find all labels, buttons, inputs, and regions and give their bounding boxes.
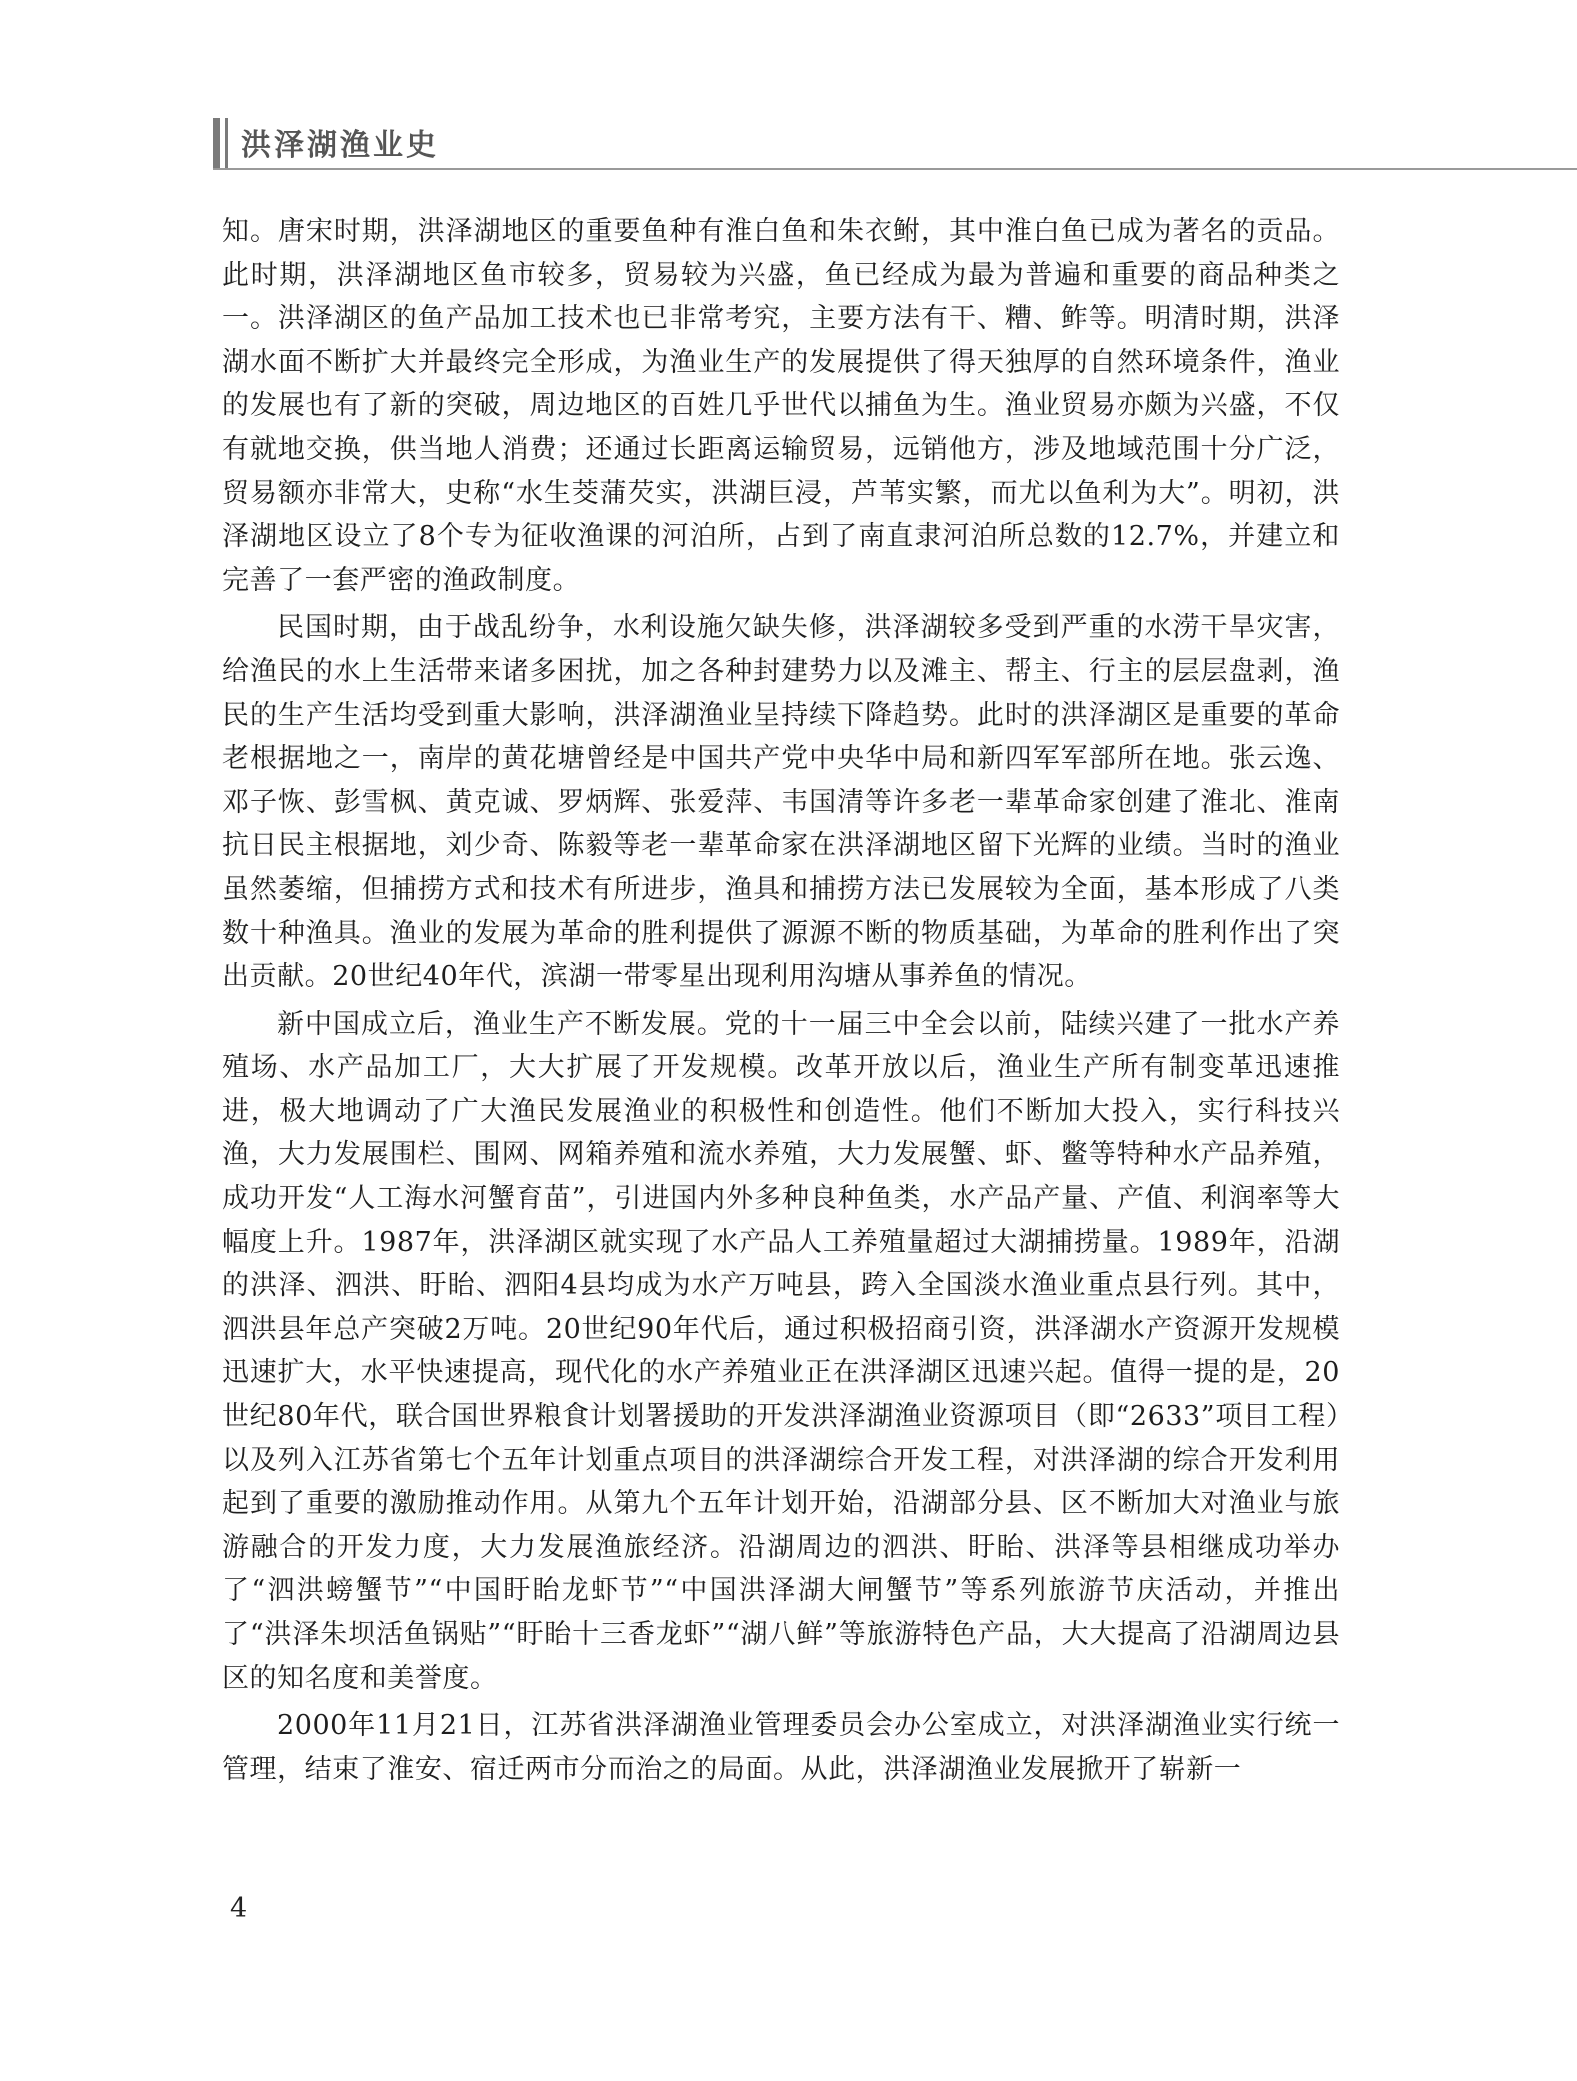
header-accent-bar-thin (225, 118, 228, 168)
page-number: 4 (230, 1893, 248, 1924)
running-header (213, 118, 1577, 168)
paragraph-1: 知。唐宋时期，洪泽湖地区的重要鱼种有淮白鱼和朱衣鲋，其中淮白鱼已成为著名的贡品。此时期，洪泽湖地区鱼市较多，贸易较为兴盛，鱼已经成为最为普遍和重要的商品种类之一。洪泽湖区的鱼产品加工技术也已非常考究，主要方法有干、糟、鲊等。明清时期，洪泽湖水面不断扩大并最终完全形成，为渔业生产的发展提供了得天独厚的自然环境条件，渔业的发展也有了新的突破，周边地区的百姓几乎世代以捕鱼为生。渔业贸易亦颇为兴盛，不仅有就地交换，供当地人消费；还通过长距离运输贸易，远销他方，涉及地域范围十分广泛，贸易额亦非常大，史称“水生茭蒲芡实，洪湖巨浸，芦苇实繁，而尤以鱼利为大”。明初，洪泽湖地区设立了8个专为征收渔课的河泊所，占到了南直隶河泊所总数的12.7%，并建立和完善了一套严密的渔政制度。 (222, 216, 1340, 596)
book-title: 洪泽湖渔业史 (241, 128, 439, 163)
paragraph-2: 民国时期，由于战乱纷争，水利设施欠缺失修，洪泽湖较多受到严重的水涝干旱灾害，给渔民的水上生活带来诸多困扰，加之各种封建势力以及滩主、帮主、行主的层层盘剥，渔民的生产生活均受到重大影响，洪泽湖渔业呈持续下降趋势。此时的洪泽湖区是重要的革命老根据地之一，南岸的黄花塘曾经是中国共产党中央华中局和新四军军部所在地。张云逸、邓子恢、彭雪枫、黄克诚、罗炳辉、张爱萍、韦国清等许多老一辈革命家创建了淮北、淮南抗日民主根据地，刘少奇、陈毅等老一辈革命家在洪泽湖地区留下光辉的业绩。当时的渔业虽然萎缩，但捕捞方式和技术有所进步，渔具和捕捞方法已发展较为全面，基本形成了八类数十种渔具。渔业的发展为革命的胜利提供了源源不断的物质基础，为革命的胜利作出了突出贡献。20世纪40年代，滨湖一带零星出现利用沟塘从事养鱼的情况。 (222, 612, 1340, 993)
paragraph-3: 新中国成立后，渔业生产不断发展。党的十一届三中全会以前，陆续兴建了一批水产养殖场、水产品加工厂，大大扩展了开发规模。改革开放以后，渔业生产所有制变革迅速推进，极大地调动了广大渔民发展渔业的积极性和创造性。他们不断加大投入，实行科技兴渔，大力发展围栏、围网、网箱养殖和流水养殖，大力发展蟹、虾、鳖等特种水产品养殖，成功开发“人工海水河蟹育苗”，引进国内外多种良种鱼类，水产品产量、产值、利润率等大幅度上升。1987年，洪泽湖区就实现了水产品人工养殖量超过大湖捕捞量。1989年，沿湖的洪泽、泗洪、盱眙、泗阳4县均成为水产万吨县，跨入全国淡水渔业重点县行列。其中，泗洪县年总产突破2万吨。20世纪90年代后，通过积极招商引资，洪泽湖水产资源开发规模迅速扩大，水平快速提高，现代化的水产养殖业正在洪泽湖区迅速兴起。值得一提的是，20世纪80年代，联合国世界粮食计划署援助的开发洪泽湖渔业资源项目（即“2633”项目工程）以及列入江苏省第七个五年计划重点项目的洪泽湖综合开发工程，对洪泽湖的综合开发利用起到了重要的激励推动作用。从第九个五年计划开始，沿湖部分县、区不断加大对渔业与旅游融合的开发力度，大力发展渔旅经济。沿湖周边的泗洪、盱眙、洪泽等县相继成功举办了“泗洪螃蟹节”“中国盱眙龙虾节”“中国洪泽湖大闸蟹节”等系列旅游节庆活动，并推出了“洪泽朱坝活鱼锅贴”“盱眙十三香龙虾”“湖八鲜”等旅游特色产品，大大提高了沿湖周边县区的知名度和美誉度。 (222, 1008, 1340, 1694)
header-rule (213, 168, 1577, 170)
body-text (222, 210, 1340, 1791)
paragraph-4: 2000年11月21日，江苏省洪泽湖渔业管理委员会办公室成立，对洪泽湖渔业实行统一管理，结束了淮安、宿迁两市分而治之的局面。从此，洪泽湖渔业发展掀开了崭新一 (222, 1710, 1340, 1785)
header-accent-bar (213, 118, 220, 168)
